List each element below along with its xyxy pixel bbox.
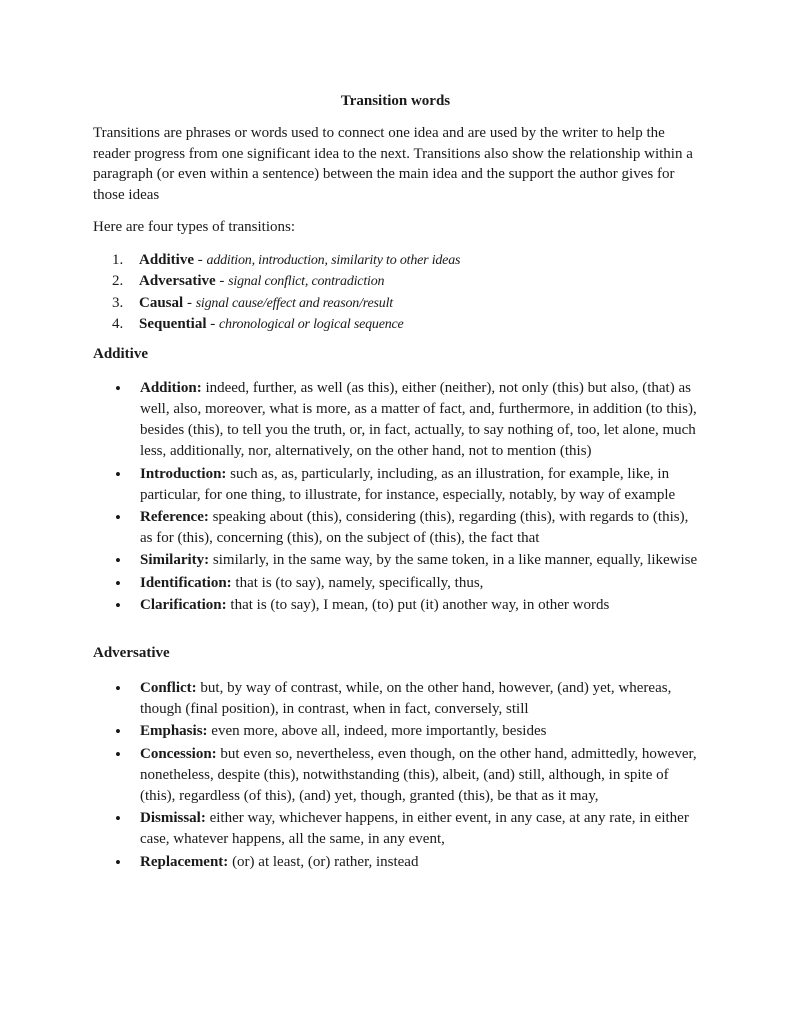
bullet-icon: • bbox=[115, 507, 121, 527]
bullet-icon: • bbox=[115, 379, 121, 398]
list-item bbox=[93, 595, 703, 616]
list-item bbox=[93, 507, 703, 549]
item-label: Replacement: bbox=[140, 853, 229, 870]
type-term: Sequential bbox=[139, 315, 207, 332]
bullet-icon: • bbox=[115, 595, 121, 615]
item-text: but, by way of contrast, while, on the other hand, however, (and) yet, whereas, though (final position), in contrast, when in fact, conversely, still bbox=[140, 680, 672, 718]
type-term: Additive bbox=[139, 252, 195, 268]
item-label: Reference: bbox=[140, 508, 209, 525]
type-separator: - bbox=[183, 294, 196, 311]
list-item bbox=[93, 744, 703, 807]
section-heading-additive: Additive bbox=[93, 346, 149, 362]
list-number: 4. bbox=[112, 315, 124, 332]
item-text: such as, as, particularly, including, as an illustration, for example, like, in particular, for one thing, to illustrate, for instance, especially, notably, by way of example bbox=[140, 465, 676, 503]
type-term: Adversative bbox=[139, 273, 216, 290]
type-separator: - bbox=[206, 315, 220, 332]
list-item bbox=[93, 464, 703, 506]
type-separator: - bbox=[215, 273, 229, 290]
list-item bbox=[93, 721, 703, 742]
section-heading-adversative: Adversative bbox=[93, 645, 170, 661]
item-label: Introduction: bbox=[140, 465, 227, 482]
bullet-icon: • bbox=[115, 722, 121, 742]
item-text: either way, whichever happens, in either event, in any case, at any rate, in either case, whatever happens, all the same, in any event, bbox=[140, 810, 689, 848]
type-separator: - bbox=[194, 252, 207, 268]
list-number: 1. bbox=[112, 252, 124, 268]
item-label: Addition: bbox=[140, 380, 202, 396]
types-list-item bbox=[112, 293, 460, 314]
intro-paragraph: Transitions are phrases or words used to connect one idea and are used by the writer to help the reader progress from one significant idea to the next. Transitions also show the relationship within a paragraph (or even within a sentence) between the main idea and the support the author gives for those ideas bbox=[93, 125, 693, 204]
type-term: Causal bbox=[139, 294, 184, 311]
additive-bullet-list bbox=[93, 378, 703, 617]
list-number: 3. bbox=[112, 294, 124, 311]
list-item bbox=[93, 378, 703, 462]
types-list-item bbox=[112, 314, 460, 335]
type-description: addition, introduction, similarity to other ideas bbox=[206, 253, 461, 268]
item-label: Clarification: bbox=[140, 596, 227, 613]
adversative-bullet-list bbox=[93, 678, 703, 874]
bullet-icon: • bbox=[115, 744, 121, 764]
transition-types-list bbox=[112, 250, 460, 335]
item-text: (or) at least, (or) rather, instead bbox=[228, 853, 419, 870]
item-text: speaking about (this), considering (this), regarding (this), with regards to (this), as for (this), concerning (this), on the subject of (this), the fact that bbox=[140, 508, 689, 547]
list-item bbox=[93, 573, 703, 594]
type-description: signal cause/effect and reason/result bbox=[195, 295, 393, 311]
item-text: but even so, nevertheless, even though, on the other hand, admittedly, however, nonetheless, despite (this), notwithstanding (this), albeit, (and) still, although, in spite of (this), regardless (of this), (and) yet, though, granted (this), be that as it may, bbox=[140, 745, 697, 804]
type-description: chronological or logical sequence bbox=[219, 316, 404, 332]
item-label: Emphasis: bbox=[140, 723, 208, 740]
types-list-item bbox=[112, 271, 460, 292]
bullet-icon: • bbox=[115, 852, 121, 872]
page-title: Transition words bbox=[340, 93, 451, 109]
list-item bbox=[93, 550, 703, 571]
item-text: that is (to say), I mean, (to) put (it) another way, in other words bbox=[226, 596, 610, 613]
item-label: Identification: bbox=[140, 574, 232, 591]
item-text: even more, above all, indeed, more importantly, besides bbox=[207, 723, 547, 740]
item-text: similarly, in the same way, by the same token, in a like manner, equally, likewise bbox=[209, 552, 698, 569]
list-item bbox=[93, 808, 703, 850]
list-number: 2. bbox=[112, 273, 124, 290]
type-description: signal conflict, contradiction bbox=[228, 274, 385, 290]
bullet-icon: • bbox=[115, 464, 121, 484]
item-text: that is (to say), namely, specifically, thus, bbox=[231, 574, 484, 591]
types-list-item bbox=[112, 250, 460, 271]
bullet-icon: • bbox=[115, 551, 121, 571]
item-label: Concession: bbox=[140, 745, 217, 762]
item-label: Conflict: bbox=[140, 680, 197, 696]
bullet-icon: • bbox=[115, 679, 121, 698]
item-label: Dismissal: bbox=[140, 810, 206, 827]
bullet-icon: • bbox=[115, 573, 121, 593]
list-item bbox=[93, 678, 703, 720]
types-lead-text: Here are four types of transitions: bbox=[93, 219, 296, 235]
bullet-icon: • bbox=[115, 809, 121, 829]
list-item bbox=[93, 852, 703, 873]
item-label: Similarity: bbox=[140, 552, 210, 569]
item-text: indeed, further, as well (as this), either (neither), not only (this) but also, (that) as well, also, moreover, what is more, as a matter of fact, and, furthermore, in addition (to this), besides (this), to tell you the truth, or, in fact, actually, to say nothing of, too, let alone, much less, additionally, nor, alternatively, on the other hand, not to mention (this) bbox=[140, 380, 697, 460]
